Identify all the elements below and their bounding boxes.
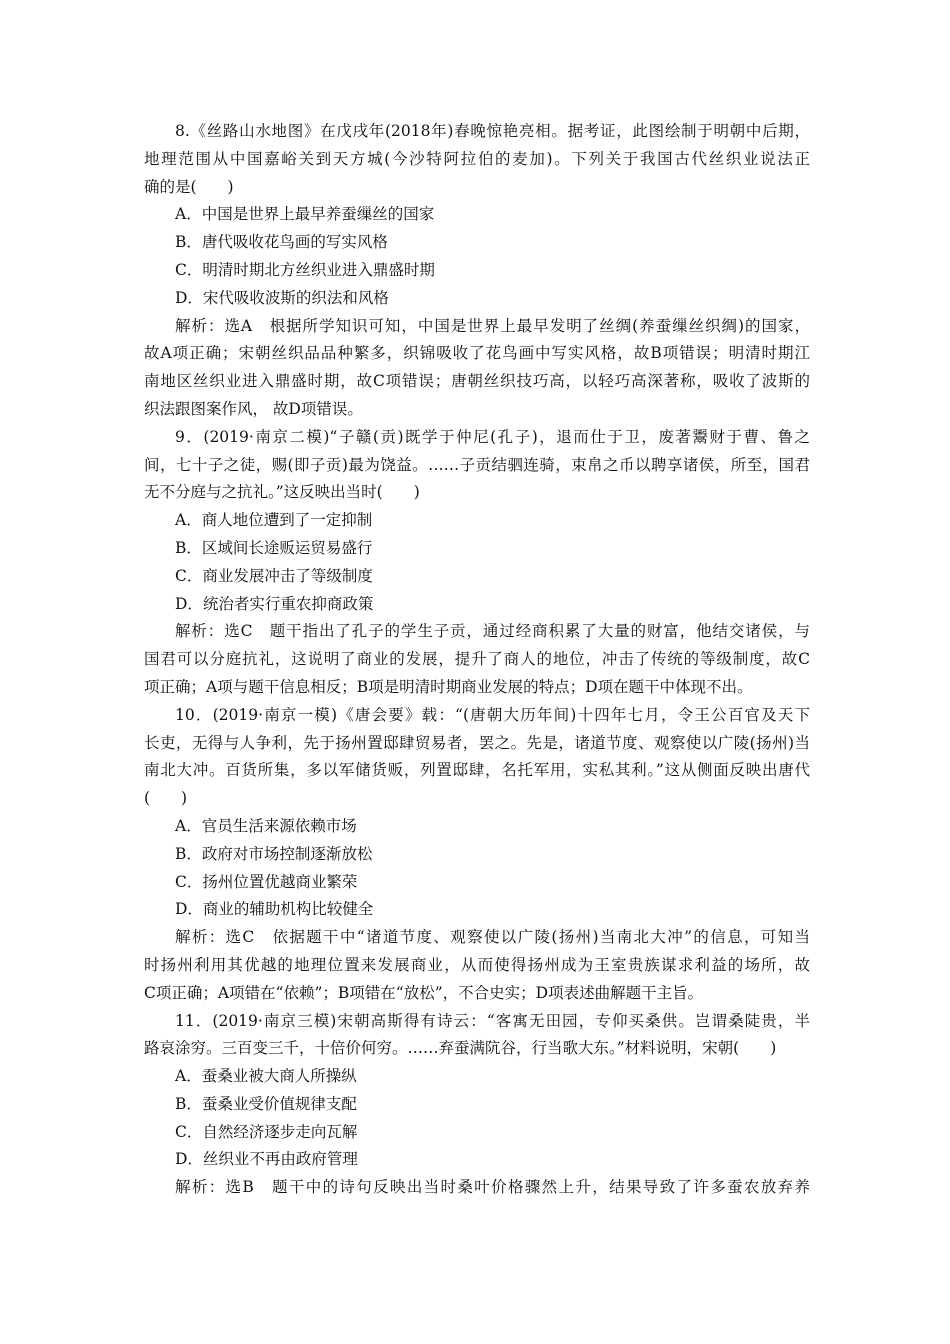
answer-option: D．宋代吸收波斯的织法和风格: [175, 288, 389, 307]
answer-option: D．商业的辅助机构比较健全: [175, 900, 374, 919]
document-page: [144, 118, 810, 1202]
question-stem-line: 10．(2019·南京一模)《唐会要》载：“(唐朝大历年间)十四年七月，令王公百官及天下: [175, 705, 810, 724]
question-10: [144, 702, 810, 1008]
analysis-line: 解析：选A 根据所学知识可知，中国是世界上最早发明了丝绸(养蚕缫丝织绸)的国家，: [175, 316, 810, 335]
answer-option: C．扬州位置优越商业繁荣: [175, 872, 358, 891]
question-stem-line: 南北大冲。百货所集，多以军储货贩，列置邸肆，名托军用，实私其利。”这从侧面反映出唐代: [144, 761, 810, 780]
analysis-line: 解析：选C 题干指出了孔子的学生子贡，通过经商积累了大量的财富，他结交诸侯，与: [175, 622, 810, 641]
answer-option: B．政府对市场控制逐渐放松: [175, 844, 373, 863]
question-11: [144, 1008, 810, 1203]
analysis-line: 项正确；A项与题干信息相反；B项是明清时期商业发展的特点；D项在题干中体现不出。: [144, 677, 753, 696]
question-stem-line: 无不分庭与之抗礼。”这反映出当时( ): [144, 483, 420, 502]
question-stem-line: 间，七十子之徒，赐(即子贡)最为饶益。……子贡结驷连骑，束帛之币以聘享诸侯，所至，国君: [144, 455, 810, 474]
answer-option: D．丝织业不再由政府管理: [175, 1150, 358, 1169]
answer-option: B．区域间长途贩运贸易盛行: [175, 538, 373, 557]
question-9: [144, 424, 810, 702]
answer-option: C．明清时期北方丝织业进入鼎盛时期: [175, 260, 435, 279]
answer-option: A．中国是世界上最早养蚕缫丝的国家: [175, 205, 435, 224]
answer-option: D．统治者实行重农抑商政策: [175, 594, 374, 613]
analysis-line: 时扬州利用其优越的地理位置来发展商业，从而使得扬州成为王室贵族谋求利益的场所，故: [144, 955, 810, 974]
question-stem-line: 9．(2019·南京二模)“子赣(贡)既学于仲尼(孔子)，退而仕于卫，废著鬻财于曹、鲁之: [175, 427, 810, 446]
analysis-line: 南地区丝织业进入鼎盛时期，故C项错误；唐朝丝织技巧高，以轻巧高深著称，吸收了波斯的: [144, 372, 810, 391]
analysis-line: 解析：选C 依据题干中“诸道节度、观察使以广陵(扬州)当南北大冲”的信息，可知当: [175, 928, 810, 947]
answer-option: A．商人地位遭到了一定抑制: [175, 511, 373, 530]
answer-option: B．蚕桑业受价值规律支配: [175, 1094, 357, 1113]
analysis-line: 解析：选B 题干中的诗句反映出当时桑叶价格骤然上升，结果导致了许多蚕农放弃养: [175, 1178, 810, 1197]
question-stem-line: 地理范围从中国嘉峪关到天方城(今沙特阿拉伯的麦加)。下列关于我国古代丝织业说法正: [144, 149, 810, 168]
question-stem-line: ( ): [144, 789, 188, 808]
answer-option: B．唐代吸收花鸟画的写实风格: [175, 233, 388, 252]
analysis-line: 织法跟图案作风， 故D项错误。: [144, 399, 363, 418]
analysis-line: 故A项正确；宋朝丝织品品种繁多，织锦吸收了花鸟画中写实风格，故B项错误；明清时期江: [144, 344, 810, 363]
analysis-line: 国君可以分庭抗礼，这说明了商业的发展，提升了商人的地位，冲击了传统的等级制度，故C: [144, 650, 810, 669]
question-stem-line: 11．(2019·南京三模)宋朝高斯得有诗云：“客寓无田园，专仰买桑供。岂谓桑陡贵，半: [175, 1011, 810, 1030]
answer-option: C．自然经济逐步走向瓦解: [175, 1122, 358, 1141]
answer-option: C．商业发展冲击了等级制度: [175, 566, 373, 585]
question-8: [144, 118, 810, 424]
question-stem-line: 长吏，无得与人争利，先于扬州置邸肆贸易者，罢之。先是，诸道节度、观察使以广陵(扬州)当: [144, 733, 810, 752]
question-stem-line: 路哀涂穷。三百变三千，十倍价何穷。……弃蚕满阬谷，行当歌大东。”材料说明，宋朝( ): [144, 1039, 777, 1058]
answer-option: A．官员生活来源依赖市场: [175, 816, 357, 835]
answer-option: A．蚕桑业被大商人所操纵: [175, 1067, 357, 1086]
analysis-line: C项正确；A项错在“依赖”；B项错在“放松”，不合史实；D项表述曲解题干主旨。: [144, 983, 704, 1002]
question-stem-line: 确的是( ): [144, 177, 234, 196]
question-stem-line: 8.《丝路山水地图》在戊戌年(2018年)春晚惊艳亮相。据考证，此图绘制于明朝中后期，: [175, 122, 810, 140]
